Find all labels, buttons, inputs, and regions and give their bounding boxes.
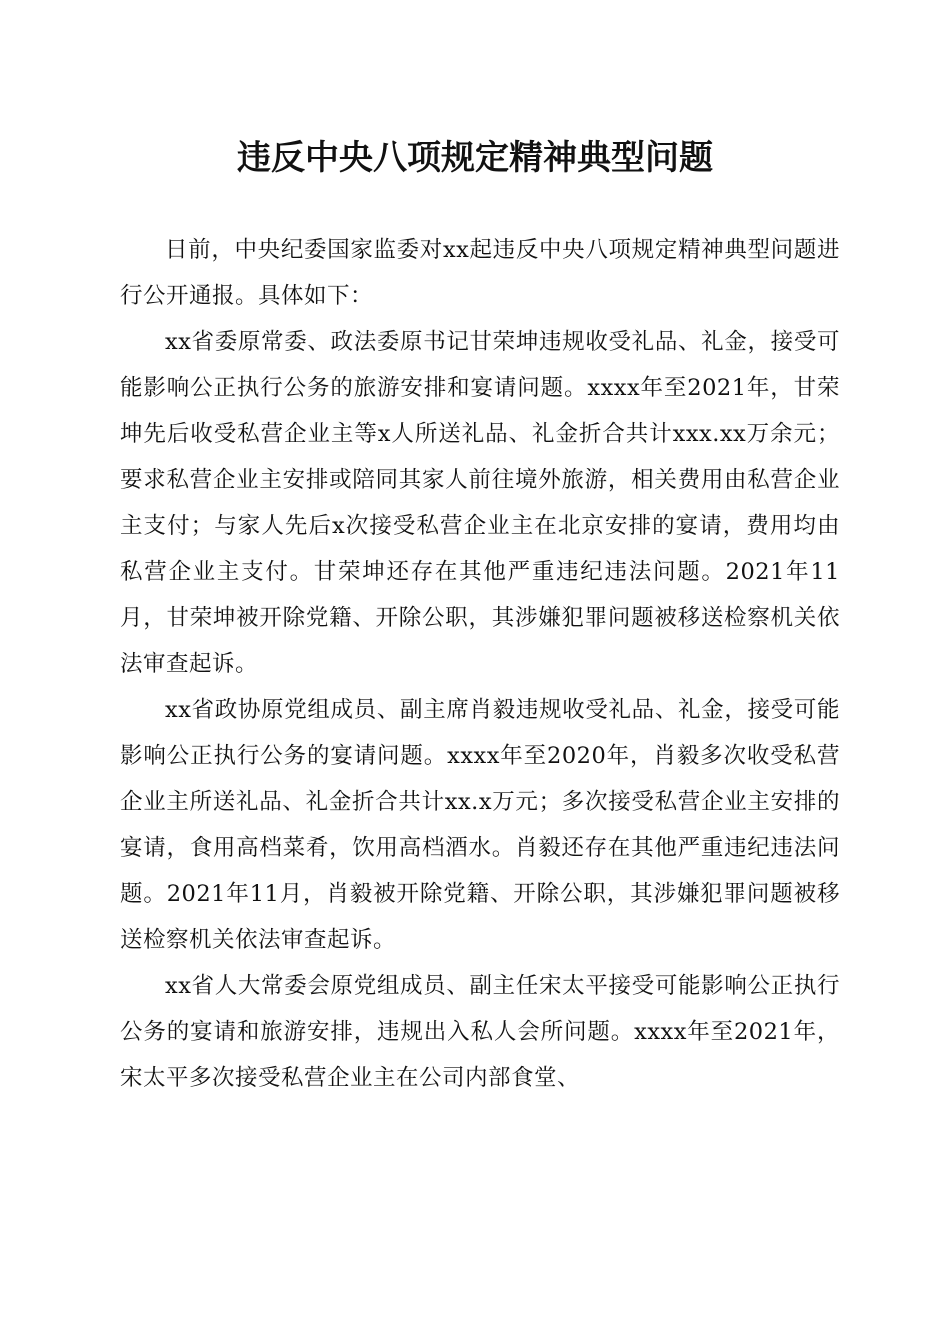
- paragraph-case-2: xx省政协原党组成员、副主席肖毅违规收受礼品、礼金，接受可能影响公正执行公务的宴请问题。xxxx年至2020年，肖毅多次收受私营企业主所送礼品、礼金折合共计xx.x万元；多次接受私营企业主安排的宴请，食用高档菜肴，饮用高档酒水。肖毅还存在其他严重违纪违法问题。2021年11月，肖毅被开除党籍、开除公职，其涉嫌犯罪问题被移送检察机关依法审查起诉。: [120, 697, 840, 953]
- document-title: 违反中央八项规定精神典型问题: [237, 138, 713, 178]
- document-body: [120, 227, 840, 1101]
- paragraph-case-3: xx省人大常委会原党组成员、副主任宋太平接受可能影响公正执行公务的宴请和旅游安排，违规出入私人会所问题。xxxx年至2021年，宋太平多次接受私营企业主在公司内部食堂、: [120, 973, 840, 1091]
- paragraph-intro: 日前，中央纪委国家监委对xx起违反中央八项规定精神典型问题进行公开通报。具体如下：: [120, 237, 840, 309]
- paragraph-case-1: xx省委原常委、政法委原书记甘荣坤违规收受礼品、礼金，接受可能影响公正执行公务的旅游安排和宴请问题。xxxx年至2021年，甘荣坤先后收受私营企业主等x人所送礼品、礼金折合共计xxx.xx万余元；要求私营企业主安排或陪同其家人前往境外旅游，相关费用由私营企业主支付；与家人先后x次接受私营企业主在北京安排的宴请，费用均由私营企业主支付。甘荣坤还存在其他严重违纪违法问题。2021年11月，甘荣坤被开除党籍、开除公职，其涉嫌犯罪问题被移送检察机关依法审查起诉。: [120, 329, 840, 677]
